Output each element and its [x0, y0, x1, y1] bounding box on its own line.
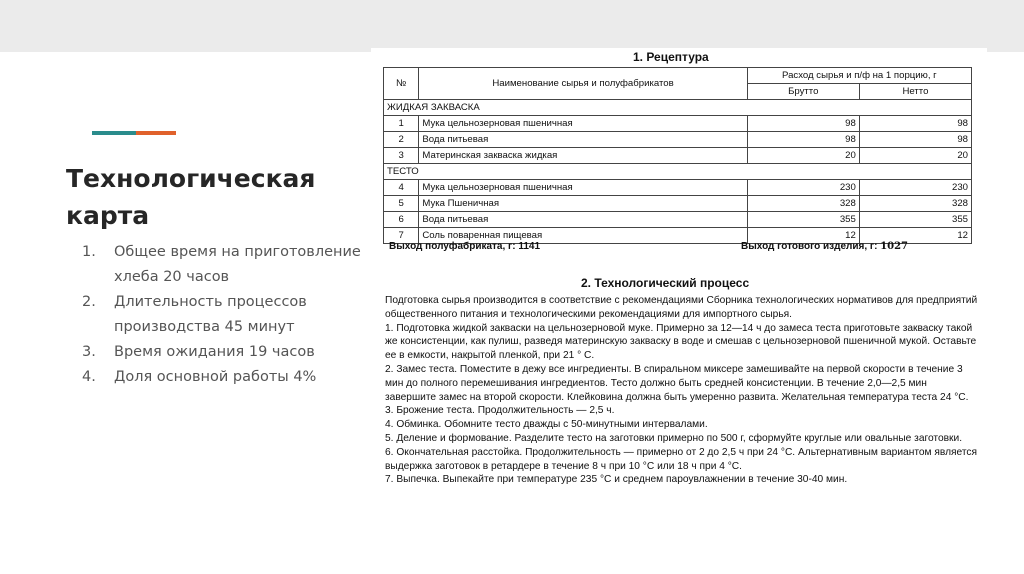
cell-no: 6	[384, 212, 419, 228]
slide-title-line2: карта	[66, 201, 150, 230]
process-paragraph: Подготовка сырья производится в соответствие с рекомендациями Сборника технологических нормативов для предприятий общественного питания и технологическими рекомендациями для импортного сырья.	[385, 295, 978, 320]
group-label: ТЕСТО	[384, 164, 972, 180]
header-rate: Расход сырья и п/ф на 1 порцию, г	[747, 68, 971, 84]
process-paragraph: 7. Выпечка. Выпекайте при температуре 235 °С и среднем пароувлажнении в течение 30-40 мин.	[385, 474, 848, 486]
yield-semi-product: Выход полуфабриката, г: 1141	[389, 241, 541, 252]
header-name: Наименование сырья и полуфабрикатов	[419, 68, 747, 100]
bullet-number: 3.	[82, 344, 96, 360]
bullet-text: Длительность процессов	[114, 294, 307, 310]
bullet-item	[82, 240, 382, 290]
cell-no: 1	[384, 116, 419, 132]
cell-name: Мука цельнозерновая пшеничная	[419, 180, 747, 196]
cell-netto: 98	[859, 116, 971, 132]
cell-name: Материнская закваска жидкая	[419, 148, 747, 164]
table-header-row	[384, 68, 972, 84]
cell-brutto: 355	[747, 212, 859, 228]
cell-name: Вода питьевая	[419, 132, 747, 148]
recipe-table	[383, 67, 972, 244]
tech-card-document	[371, 48, 987, 574]
bullet-text: Доля основной работы 4%	[114, 369, 317, 385]
accent-line-orange	[136, 131, 176, 135]
table-group-row	[384, 164, 972, 180]
cell-name: Соль поваренная пищевая	[419, 228, 747, 244]
slide-title	[66, 160, 366, 234]
cell-no: 2	[384, 132, 419, 148]
yield-final-value: 1027	[880, 241, 909, 252]
process-heading: 2. Технологический процесс	[581, 276, 750, 290]
yield-final-label: Выход готового изделия, г:	[741, 241, 878, 252]
bullet-item	[82, 365, 382, 390]
cell-name: Вода питьевая	[419, 212, 747, 228]
cell-name: Мука цельнозерновая пшеничная	[419, 116, 747, 132]
header-no: №	[384, 68, 419, 100]
cell-brutto: 98	[747, 116, 859, 132]
top-band	[0, 0, 1024, 52]
process-paragraph: 6. Окончательная расстойка. Продолжительность — примерно от 2 до 2,5 ч при 24 °С. Альтернативным вариантом является выдержка заготовок в ретардере в течение 8 ч при 10 °С или 18 ч при 4 °С.	[385, 446, 978, 472]
cell-brutto: 328	[747, 196, 859, 212]
bullet-text: производства 45 минут	[114, 319, 295, 335]
table-row	[384, 148, 972, 164]
table-row	[384, 132, 972, 148]
cell-brutto: 12	[747, 228, 859, 244]
bullet-number: 1.	[82, 244, 96, 260]
cell-netto: 328	[859, 196, 971, 212]
cell-brutto: 20	[747, 148, 859, 164]
process-paragraph: 3. Брожение теста. Продолжительность — 2,5 ч.	[385, 405, 615, 417]
bullet-text: хлеба 20 часов	[114, 269, 230, 285]
cell-no: 4	[384, 180, 419, 196]
process-text	[385, 294, 980, 487]
cell-netto: 230	[859, 180, 971, 196]
bullet-item	[82, 340, 382, 365]
cell-netto: 12	[859, 228, 971, 244]
yield-final-product	[741, 241, 908, 252]
cell-netto: 98	[859, 132, 971, 148]
cell-name: Мука Пшеничная	[419, 196, 747, 212]
cell-brutto: 98	[747, 132, 859, 148]
header-brutto: Брутто	[747, 84, 859, 100]
accent-line-teal	[92, 131, 136, 135]
cell-no: 3	[384, 148, 419, 164]
process-paragraph: 4. Обминка. Обомните тесто дважды с 50-минутными интервалами.	[385, 419, 708, 431]
process-paragraph: 1. Подготовка жидкой закваски на цельнозерновой муке. Примерно за 12—14 ч до замеса теста приготовьте закваску такой же консистенции, как пулиш, разведя материнскую закваску в воде и смешав с цельнозерновой пшеничной мукой. Оставьте ее в емкости, накрытой пленкой, при 21 ° С.	[385, 322, 977, 362]
process-paragraph: 5. Деление и формование. Разделите тесто на заготовки примерно по 500 г, сформуйте круглые или овальные заготовки.	[385, 432, 963, 444]
bullet-text: Общее время на приготовление	[114, 244, 361, 260]
cell-no: 5	[384, 196, 419, 212]
recipe-heading: 1. Рецептура	[633, 50, 709, 64]
bullet-number: 4.	[82, 369, 96, 385]
cell-netto: 355	[859, 212, 971, 228]
cell-no: 7	[384, 228, 419, 244]
table-row	[384, 180, 972, 196]
table-group-row	[384, 100, 972, 116]
table-row	[384, 196, 972, 212]
bullet-list	[82, 240, 382, 390]
table-row	[384, 212, 972, 228]
cell-netto: 20	[859, 148, 971, 164]
process-paragraph: 2. Замес теста. Поместите в дежу все ингредиенты. В спиральном миксере замешивайте на первой скорости в течение 3 мин до полного перемешивания ингредиентов. Тесто должно быть средней консистенции. В течение 2,0—2,5 мин завершите замес на второй скорости. Клейковина должна быть умеренно развита. Желательная температура теста 24 °С.	[385, 363, 969, 403]
bullet-text: Время ожидания 19 часов	[114, 344, 315, 360]
slide-title-line1: Технологическая	[66, 164, 316, 193]
bullet-number: 2.	[82, 294, 96, 310]
bullet-item	[82, 290, 382, 340]
table-row	[384, 116, 972, 132]
group-label: ЖИДКАЯ ЗАКВАСКА	[384, 100, 972, 116]
header-netto: Нетто	[859, 84, 971, 100]
cell-brutto: 230	[747, 180, 859, 196]
